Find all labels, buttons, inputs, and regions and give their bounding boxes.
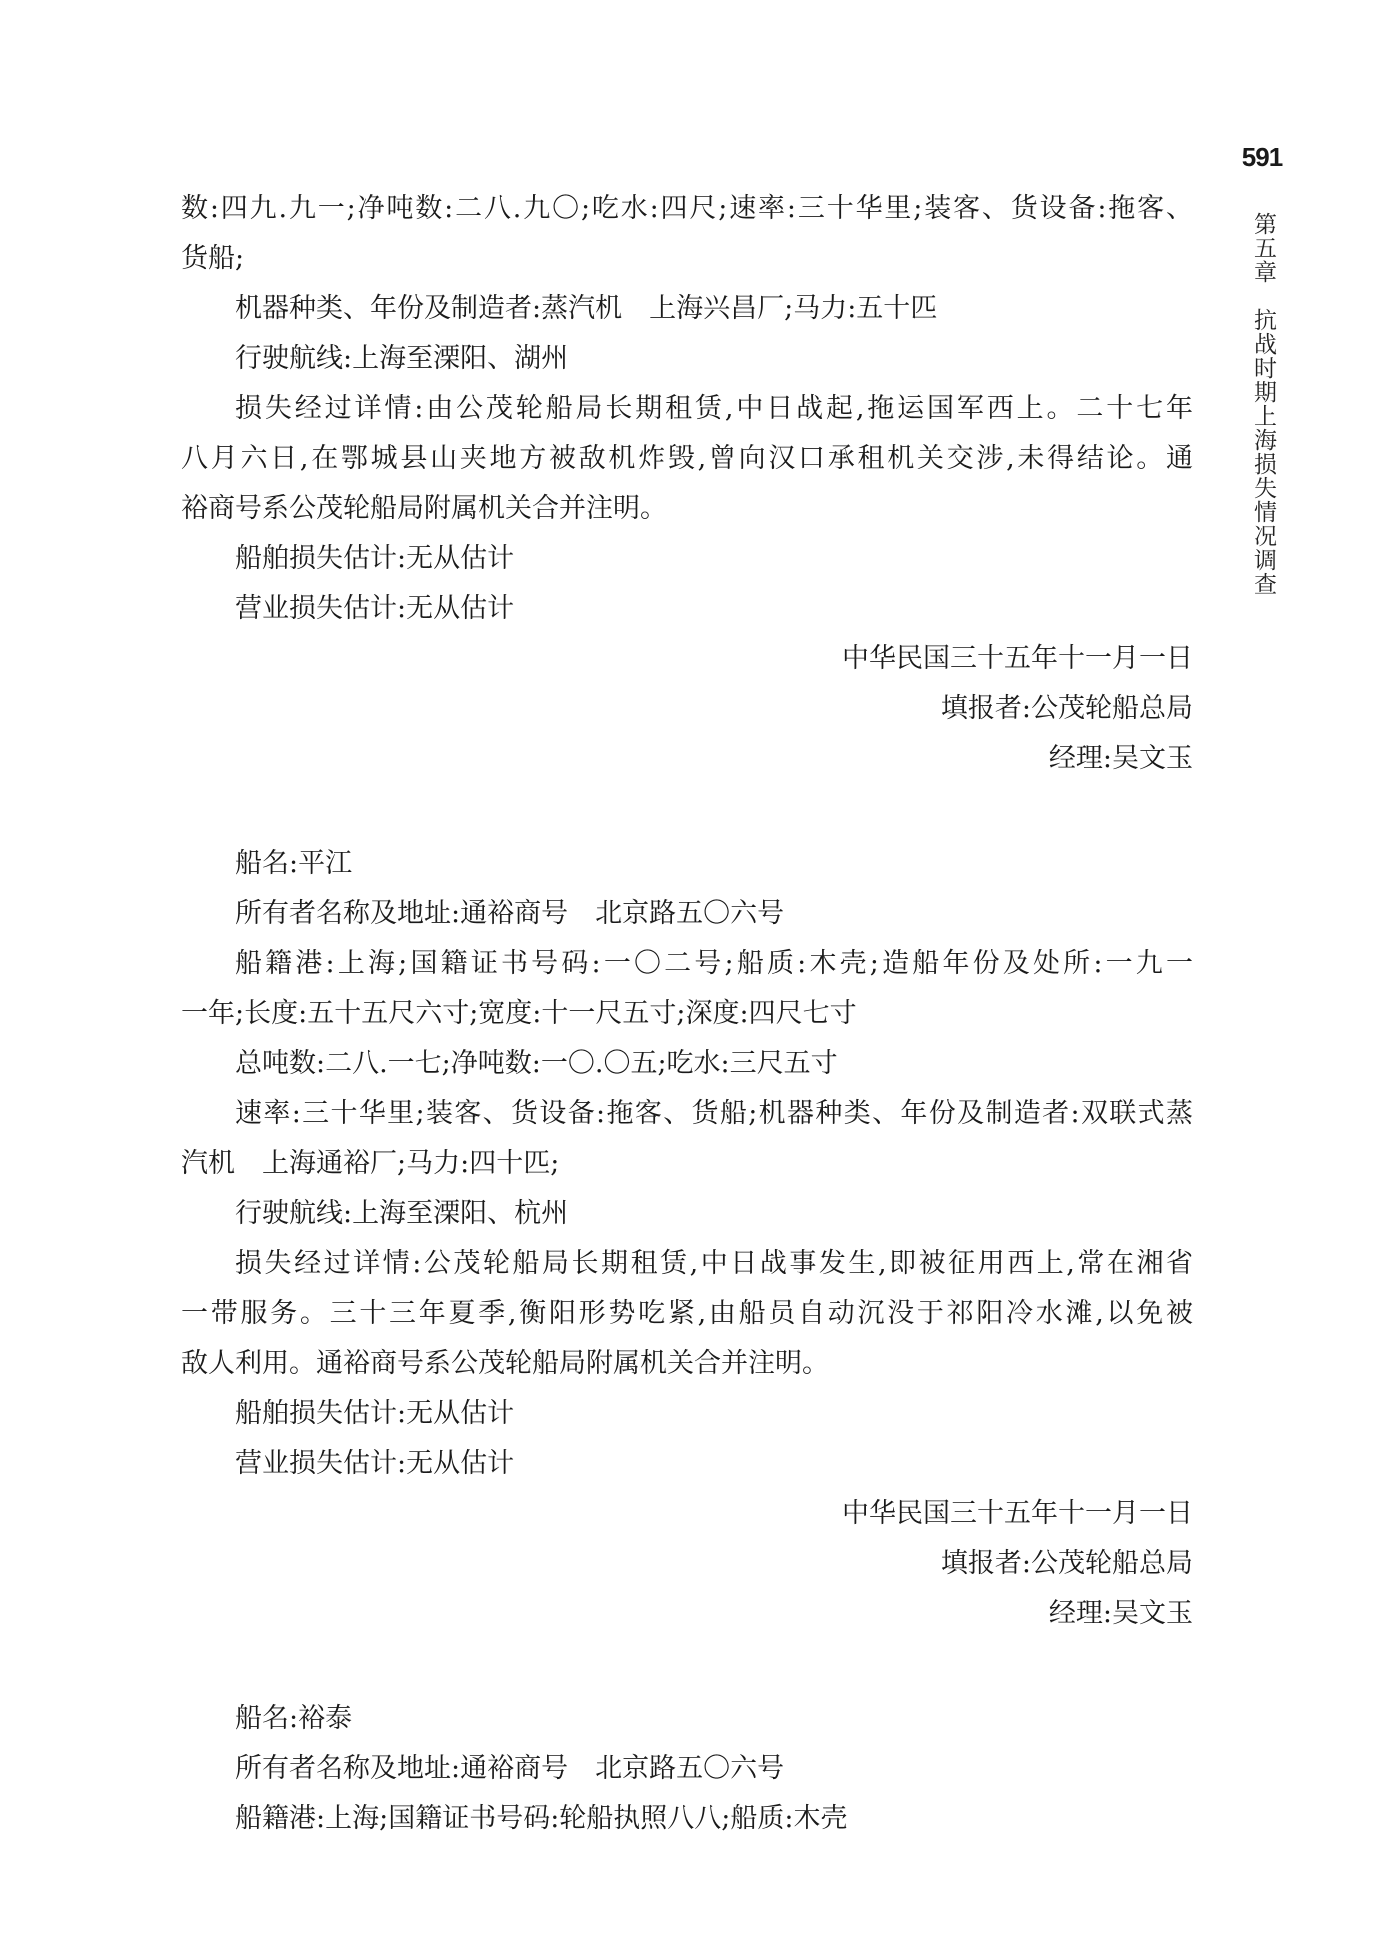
- reporter: 填报者:公茂轮船总局: [940, 1548, 1193, 1579]
- chapter-title: 第五章 抗战时期上海损失情况调查: [1250, 212, 1276, 596]
- registry-line: 一年;长度:五十五尺六寸;宽度:十一尺五寸;深度:四尺七寸: [181, 998, 857, 1029]
- ship-entry-pingjiang: [181, 839, 1193, 1639]
- machinery-line: 机器种类、年份及制造者:蒸汽机 上海兴昌厂;马力:五十匹: [235, 293, 938, 324]
- manager: 经理:吴文玉: [1048, 1598, 1193, 1629]
- document-body: [181, 184, 1193, 1844]
- ship-entry-yutai: [181, 1694, 1193, 1844]
- report-date: 中华民国三十五年十一月一日: [842, 1498, 1193, 1529]
- loss-details-line: 敌人利用。通裕商号系公茂轮船局附属机关合并注明。: [181, 1348, 829, 1379]
- section-gap: [181, 784, 1193, 839]
- business-loss-estimate: 营业损失估计:无从估计: [235, 593, 515, 624]
- section-gap: [181, 1639, 1193, 1694]
- tonnage-line: 总吨数:二八.一七;净吨数:一〇.〇五;吃水:三尺五寸: [235, 1048, 838, 1079]
- owner-line: 所有者名称及地址:通裕商号 北京路五〇六号: [235, 1753, 785, 1784]
- paragraph-line: 货船;: [181, 243, 245, 274]
- ship-name: 船名:平江: [235, 848, 353, 879]
- report-date: 中华民国三十五年十一月一日: [842, 643, 1193, 674]
- ship-entry-continued: [181, 184, 1193, 784]
- loss-details-line: 裕商号系公茂轮船局附属机关合并注明。: [181, 493, 667, 524]
- reporter: 填报者:公茂轮船总局: [940, 693, 1193, 724]
- loss-details-line: 八月六日,在鄂城县山夹地方被敌机炸毁,曾向汉口承租机关交涉,未得结论。通: [181, 443, 1193, 474]
- owner-line: 所有者名称及地址:通裕商号 北京路五〇六号: [235, 898, 785, 929]
- route-line: 行驶航线:上海至溧阳、湖州: [235, 343, 569, 374]
- registry-line: 船籍港:上海;国籍证书号码:一〇二号;船质:木壳;造船年份及处所:一九一: [235, 948, 1193, 979]
- ship-loss-estimate: 船舶损失估计:无从估计: [235, 543, 515, 574]
- speed-line: 速率:三十华里;装客、货设备:拖客、货船;机器种类、年份及制造者:双联式蒸: [235, 1098, 1193, 1129]
- loss-details-line: 损失经过详情:由公茂轮船局长期租赁,中日战起,拖运国军西上。二十七年: [235, 393, 1193, 424]
- ship-name: 船名:裕泰: [235, 1703, 353, 1734]
- page-number: 591: [1241, 142, 1283, 172]
- manager: 经理:吴文玉: [1048, 743, 1193, 774]
- registry-line: 船籍港:上海;国籍证书号码:轮船执照八八;船质:木壳: [235, 1803, 848, 1834]
- business-loss-estimate: 营业损失估计:无从估计: [235, 1448, 515, 1479]
- route-line: 行驶航线:上海至溧阳、杭州: [235, 1198, 569, 1229]
- loss-details-line: 损失经过详情:公茂轮船局长期租赁,中日战事发生,即被征用西上,常在湘省: [235, 1248, 1193, 1279]
- ship-loss-estimate: 船舶损失估计:无从估计: [235, 1398, 515, 1429]
- loss-details-line: 一带服务。三十三年夏季,衡阳形势吃紧,由船员自动沉没于祁阳冷水滩,以免被: [181, 1298, 1193, 1329]
- speed-line: 汽机 上海通裕厂;马力:四十匹;: [181, 1148, 560, 1179]
- paragraph-line: 数:四九.九一;净吨数:二八.九〇;吃水:四尺;速率:三十华里;装客、货设备:拖客、: [181, 193, 1193, 224]
